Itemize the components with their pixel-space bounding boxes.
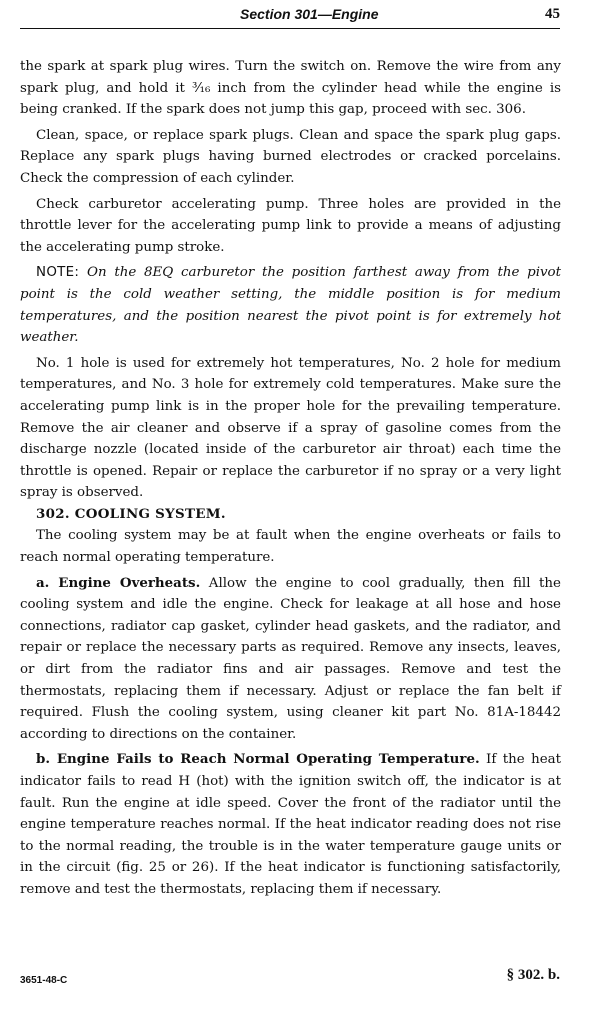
paragraph-spark-test: the spark at spark plug wires. Turn the switch on. Remove the wire from any spark plug, and hold it ³⁄₁₆ inch from the cylinder head while the engine is being cranked. If the spark does not jump this gap, proceed with sec. 306. (20, 59, 561, 118)
paragraph-accelerating-pump: Check carburetor accelerating pump. Three holes are provided in the throttle lever for the accelerating pump link to provide a means of adjusting the accelerating pump stroke. (20, 196, 561, 255)
note-label: NOTE: (36, 265, 80, 281)
paragraph-engine-overheats (20, 573, 561, 746)
paragraph-normal-temperature (20, 749, 561, 900)
subsection-b-title: b. Engine Fails to Reach Normal Operating Temperature. (36, 751, 480, 768)
page-header (20, 4, 560, 29)
section-title: Section 301—Engine (240, 6, 379, 22)
paragraph-spark-plugs: Clean, space, or replace spark plugs. Clean and space the spark plug gaps. Replace any spark plugs having burned electrodes or cracked porcelains. Check the compression of each cylinder. (20, 127, 561, 186)
paragraph-cooling-intro: The cooling system may be at fault when the engine overheats or fails to reach normal operating temperature. (20, 528, 561, 566)
page-number: 45 (545, 6, 560, 22)
subsection-b-text: If the heat indicator fails to read H (hot) with the ignition switch off, the indicator is at fault. Run the engine at idle speed. Cover the front of the radiator until the engine temperature reaches normal. If the heat indicator reading does not rise to the normal reading, the trouble is in the water temperature gauge units or in the circuit (fig. 25 or 26). If the heat indicator is functioning satisfactorily, remove and test the thermostats, replacing them if necessary. (20, 752, 561, 897)
note-paragraph (20, 262, 561, 348)
body-text (20, 56, 561, 901)
section-reference: § 302. b. (506, 967, 560, 983)
note-text: On the 8EQ carburetor the position farthest away from the pivot point is the cold weather setting, the middle position is for medium temperatures, and the position nearest the pivot point is for extremely hot weather. (20, 265, 561, 346)
page-footer (20, 967, 560, 997)
print-code: 3651-48-C (20, 975, 68, 986)
subsection-a-text: Allow the engine to cool gradually, then fill the cooling system and idle the engine. Check for leakage at all hose and hose connections, radiator cap gasket, cylinder head gaskets, and the radiator, and repair or replace the necessary parts as required. Remove any insects, leaves, or dirt from the radiator fins and air passages. Remove and test the thermostats, replacing them if necessary. Adjust or replace the fan belt if required. Flush the cooling system, using cleaner kit part No. 81A-18442 according to directions on the container. (20, 575, 561, 742)
subsection-a-title: a. Engine Overheats. (36, 574, 201, 591)
section-heading: 302. COOLING SYSTEM. (36, 505, 226, 522)
paragraph-hole-settings: No. 1 hole is used for extremely hot temperatures, No. 2 hole for medium temperatures, and No. 3 hole for extremely cold temperatures. Make sure the accelerating pump link is in the proper hole for the prevailing temperature. Remove the air cleaner and observe if a spray of gasoline comes from the discharge nozzle (located inside of the carburetor air throat) each time the throttle is opened. Repair or replace the carburetor if no spray or a very light spray is observed. (20, 355, 561, 501)
